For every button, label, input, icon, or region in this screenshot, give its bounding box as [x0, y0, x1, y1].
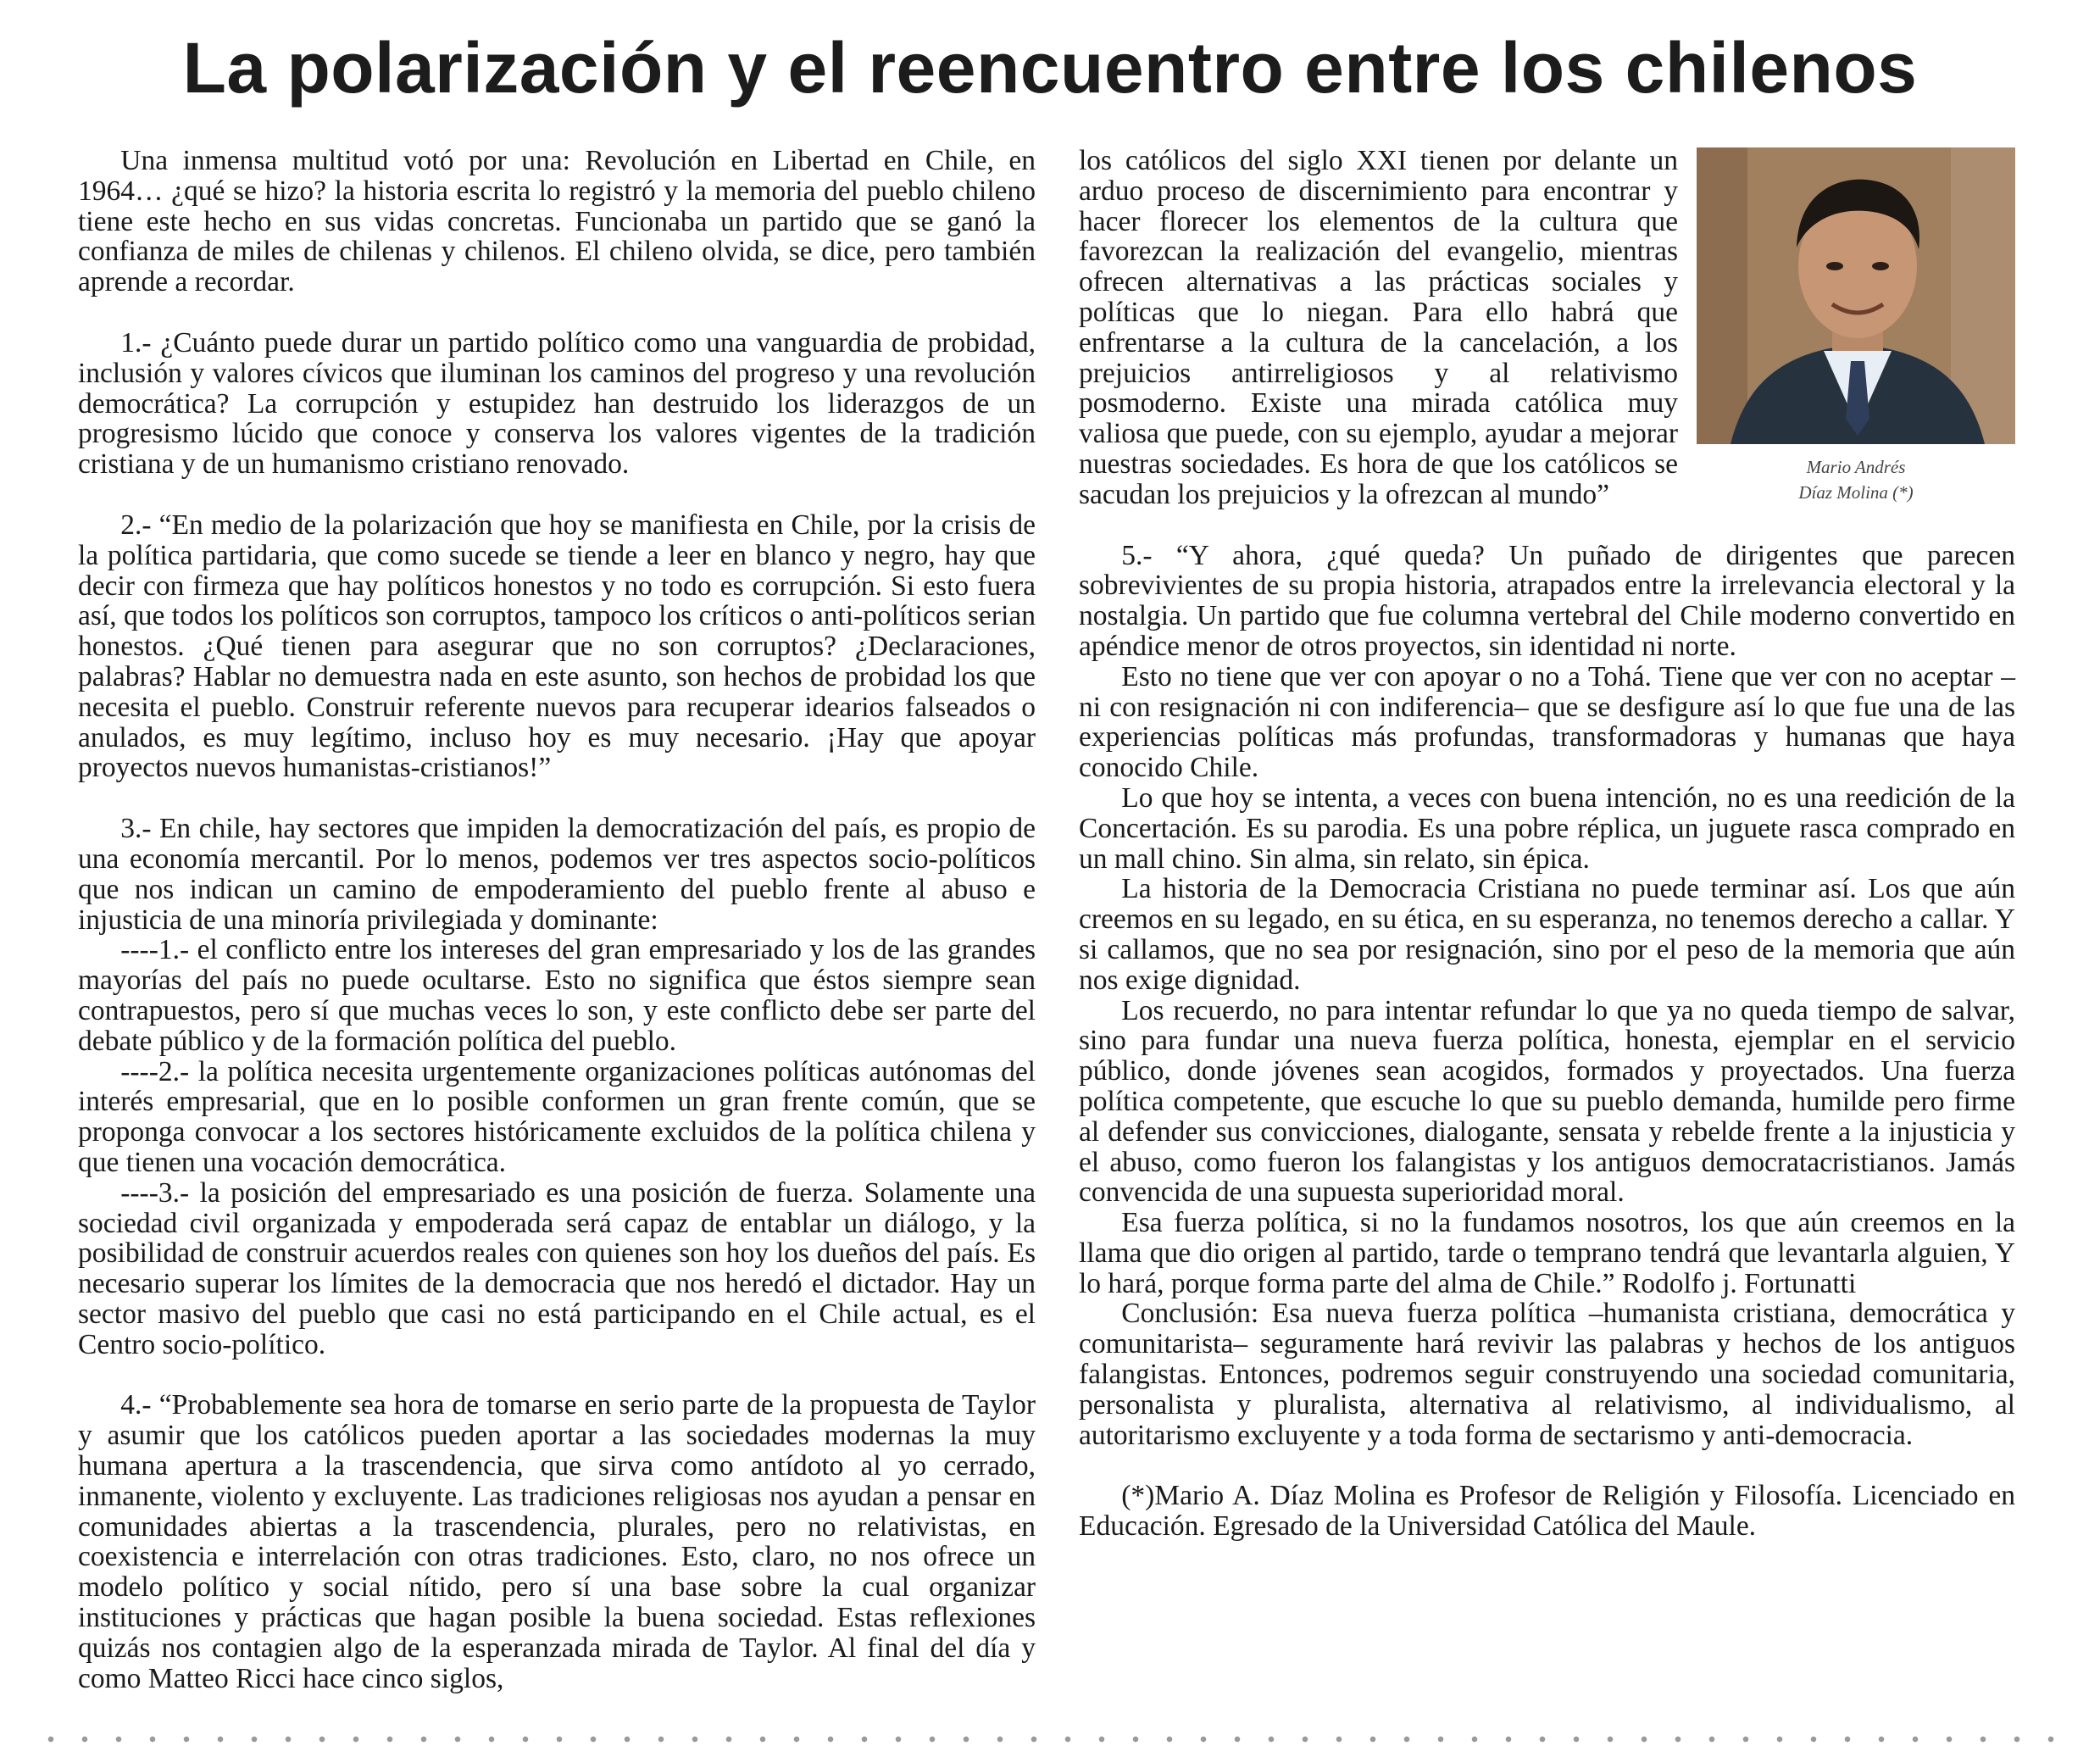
- subpoint-3-2: ----2.- la política necesita urgentemente organizaciones políticas autónomas del interés empresarial, que en lo posible conformen un gran frente común, que se proponga convocar a los sectores históricamente excluidos de la política chilena y que tienen una vocación democrática.: [78, 1055, 1036, 1178]
- paragraph-conclusion: Conclusión: Esa nueva fuerza política –humanista cristiana, democrática y comunitarista– seguramente hará revivir las palabras y hechos de los antiguos falangistas. Entonces, podremos seguir construyendo una sociedad comunitaria, personalista y pluralista, alternativa al relativismo, al individualismo, al autoritarismo excluyente y a toda forma de sectarismo y anti-democracia.: [1079, 1298, 2015, 1451]
- subpoint-3-1: ----1.- el conflicto entre los intereses del gran empresariado y los de las grandes mayorías del país no puede ocultarse. Esto no significa que éstos siempre sean contrapuestos, pero sí que muchas veces lo son, y este conflicto debe ser parte del debate público y de la formación política del pueblo.: [78, 934, 1036, 1057]
- paragraph-point-5: 5.- “Y ahora, ¿qué queda? Un puñado de dirigentes que parecen sobrevivientes de su propia historia, atrapados entre la irrelevancia electoral y la nostalgia. Un partido que fue columna vertebral del Chile moderno convertido en apéndice menor de otros proyectos, sin identidad ni norte.: [1079, 539, 2015, 662]
- article-headline: La polarización y el reencuentro entre los chilenos: [182, 28, 1918, 108]
- left-column: [78, 146, 1036, 1693]
- right-column: [1079, 146, 2015, 1542]
- paragraph-concertacion: Lo que hoy se intenta, a veces con buena intención, no es una reedición de la Concertación. Es su parodia. Es una pobre réplica, un juguete rasca comprado en un mall chino. Sin alma, sin relato, sin épica.: [1079, 781, 2015, 875]
- portrait-image: [1697, 147, 2015, 444]
- author-photo-block: [1697, 147, 2015, 503]
- subpoint-3-3: ----3.- la posición del empresariado es una posición de fuerza. Solamente una sociedad civil organizada y empoderada será capaz de entablar un diálogo, y la posibilidad de construir acuerdos reales con quienes son hoy los dueños del país. Es necesario superar los límites de la democracia que nos heredó el dictador. Hay un sector masivo del pueblo que casi no está participando en el Chile actual, es el Centro socio-político.: [78, 1176, 1036, 1360]
- paragraph-point-3: 3.- En chile, hay sectores que impiden la democratización del país, es propio de una economía mercantil. Por lo menos, podemos ver tres aspectos socio-políticos que nos indican un camino de empoderamiento del pueblo frente al abuso e injusticia de una minoría privilegiada y dominante:: [78, 813, 1036, 936]
- photo-caption: [1697, 454, 2015, 505]
- paragraph-toha: Esto no tiene que ver con apoyar o no a Tohá. Tiene que ver con no aceptar –ni con resignación ni con indiferencia– que se desfigure así lo que fue una de las experiencias políticas más profundas, transformadoras y humanas que haya conocido Chile.: [1079, 660, 2015, 784]
- author-footnote: (*)Mario A. Díaz Molina es Profesor de Religión y Filosofía. Licenciado en Educación. Egresado de la Universidad Católica del Maule.: [1079, 1480, 2015, 1543]
- paragraph-point-4-continued: los católicos del siglo XXI tienen por delante un arduo proceso de discernimiento para encontrar y hacer florecer los elementos de la cultura que favorezcan la realización del evangelio, mientras ofrecen alternativas a las prácticas sociales y políticas que lo niegan. Para ello habrá que enfrentarse a la cultura de la cancelación, a los prejuicios antirreligiosos y al relativismo posmoderno. Existe una mirada católica muy valiosa que puede, con su ejemplo, ayudar a mejorar nuestras sociedades. Es hora de que los católicos se sacudan los prejuicios y la ofrezcan al mundo”: [1079, 145, 1678, 510]
- paragraph-point-1: 1.- ¿Cuánto puede durar un partido político como una vanguardia de probidad, inclusión y valores cívicos que iluminan los caminos del progreso y una revolución democrática? La corrupción y estupidez han destruido los liderazgos de un progresismo lúcido que conoce y conserva los valores vigentes de la tradición cristiana y de un humanismo cristiano renovado.: [78, 326, 1036, 481]
- paragraph-recuerdo: Los recuerdo, no para intentar refundar lo que ya no queda tiempo de salvar, sino para fundar una nueva fuerza política, honesta, ejemplar en el servicio público, donde jóvenes sean acogidos, formados y proyectados. Una fuerza política competente, que escuche lo que su pueblo demanda, humilde pero firme al defender sus convicciones, dialogante, sensata y rebelde frente a la injusticia y el abuso, como fueron los falangistas y los antiguos democratacristianos. Jamás convencida de una supuesta superioridad moral.: [1079, 994, 2015, 1209]
- caption-surname-line: Díaz Molina (*): [1798, 482, 1914, 503]
- caption-name-line: Mario Andrés: [1806, 457, 1906, 477]
- author-photo: [1697, 147, 2015, 444]
- paragraph-fuerza-politica: Esa fuerza política, si no la fundamos nosotros, los que aún creemos en la llama que dio origen al partido, tarde o temprano tendrá que levantarla alguien, Y lo hará, porque forma parte del alma de Chile.” Rodolfo j. Fortunatti: [1079, 1207, 2015, 1299]
- paragraph-point-4: 4.- “Probablemente sea hora de tomarse en serio parte de la propuesta de Taylor y asumir que los católicos pueden aportar a las sociedades modernas la muy humana apertura a la trascendencia, que sirva como antídoto al yo cerrado, inmanente, violento y excluyente. Las tradiciones religiosas nos ayudan a pensar en comunidades abiertas a la trascendencia, plurales, pero no relativistas, en coexistencia e interrelación con otras tradiciones. Esto, claro, no nos ofrece un modelo político y social nítido, pero sí una base sobre la cual organizar instituciones y prácticas que hagan posible la buena sociedad. Estas reflexiones quizás nos contagien algo de la esperanzada mirada de Taylor. Al final del día y como Matteo Ricci hace cinco siglos,: [78, 1389, 1036, 1694]
- paragraph-point-2: 2.- “En medio de la polarización que hoy se manifiesta en Chile, por la crisis de la política partidaria, que como sucede se tiende a leer en blanco y negro, hay que decir con firmeza que hay políticos honestos y no todo es corrupción. Si esto fuera así, que todos los políticos son corruptos, tampoco los críticos o anti-políticos serian honestos. ¿Qué tienen para asegurar que no son corruptos? ¿Declaraciones, palabras? Hablar no demuestra nada en este asunto, son hechos de probidad los que necesita el pueblo. Construir referente nuevos para recuperar idearios falseados o anulados, es muy legítimo, incluso hoy es muy necesario. ¡Hay que apoyar proyectos nuevos humanistas-cristianos!”: [78, 509, 1036, 784]
- paragraph-historia-dc: La historia de la Democracia Cristiana no puede terminar así. Los que aún creemos en su legado, en su ética, en su esperanza, no tenemos derecho a callar. Y si callamos, que no sea por resignación, sino por el peso de la memoria que aún nos exige dignidad.: [1079, 873, 2015, 996]
- dotted-bottom-border: [34, 1734, 2066, 1744]
- intro-paragraph: Una inmensa multitud votó por una: Revolución en Libertad en Chile, en 1964… ¿qué se hizo? la historia escrita lo registró y la memoria del pueblo chileno tiene este hecho en sus vidas concretas. Funcionaba un partido que se ganó la confianza de miles de chilenas y chilenos. El chileno olvida, se dice, pero también aprende a recordar.: [78, 145, 1036, 298]
